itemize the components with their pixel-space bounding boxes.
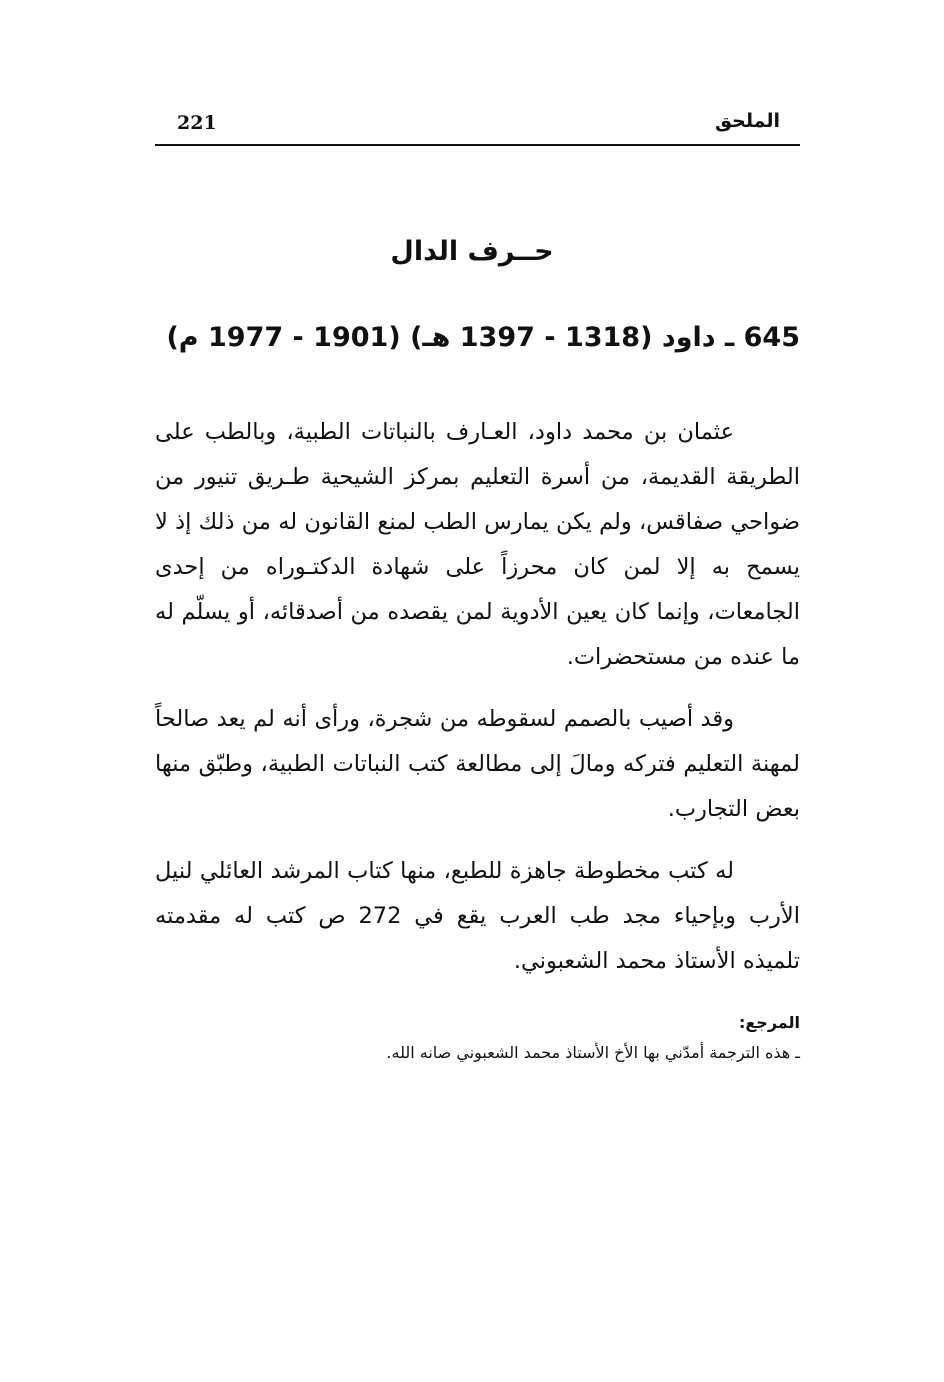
references-label: المرجع:	[738, 1013, 800, 1032]
paragraph: وقد أصيب بالصمم لسقوطه من شجرة، ورأى أنه لم يعد صالحاً لمهنة التعليم فتركه ومالَ إلى مطالعة كتب النباتات الطبية، وطبّق منها بعض التجارب.	[155, 706, 800, 822]
section-title: الملحق	[715, 110, 780, 132]
reference-item: ـ هذه الترجمة أمدّني بها الأخ الأستاذ محمد الشعبوني صانه الله.	[386, 1043, 800, 1062]
page-number: 221	[177, 112, 217, 134]
paragraph: عثمان بن محمد داود، العـارف بالنباتات الطبية، وبالطب على الطريقة القديمة، من أسرة التعليم بمركز الشيحية طـريق تنيور من ضواحي صفاقس، ولم يكن يمارس الطب لمنع القانون له من ذلك إذ لا يسمح به إلا لمن كان محرزاً على شهادة الدكتـوراه من إحدى الجامعات، وإنما كان يعين الأدوية لمن يقصده من أصدقائه، أو يسلّم له ما عنده من مستحضرات.	[155, 419, 800, 670]
entry-heading: 645 ـ داود (1318 - 1397 هـ) (1901 - 1977 م)	[166, 322, 800, 353]
letter-heading: حــرف الدال	[390, 236, 554, 267]
paragraph: له كتب مخطوطة جاهزة للطبع، منها كتاب المرشد العائلي لنيل الأرب وبإحياء مجد طب العرب يقع في 272 ص كتب له مقدمته تلميذه الأستاذ محمد الشعبوني.	[155, 858, 800, 974]
entry-body	[155, 410, 800, 1001]
running-header	[155, 108, 800, 146]
references	[155, 1008, 800, 1068]
